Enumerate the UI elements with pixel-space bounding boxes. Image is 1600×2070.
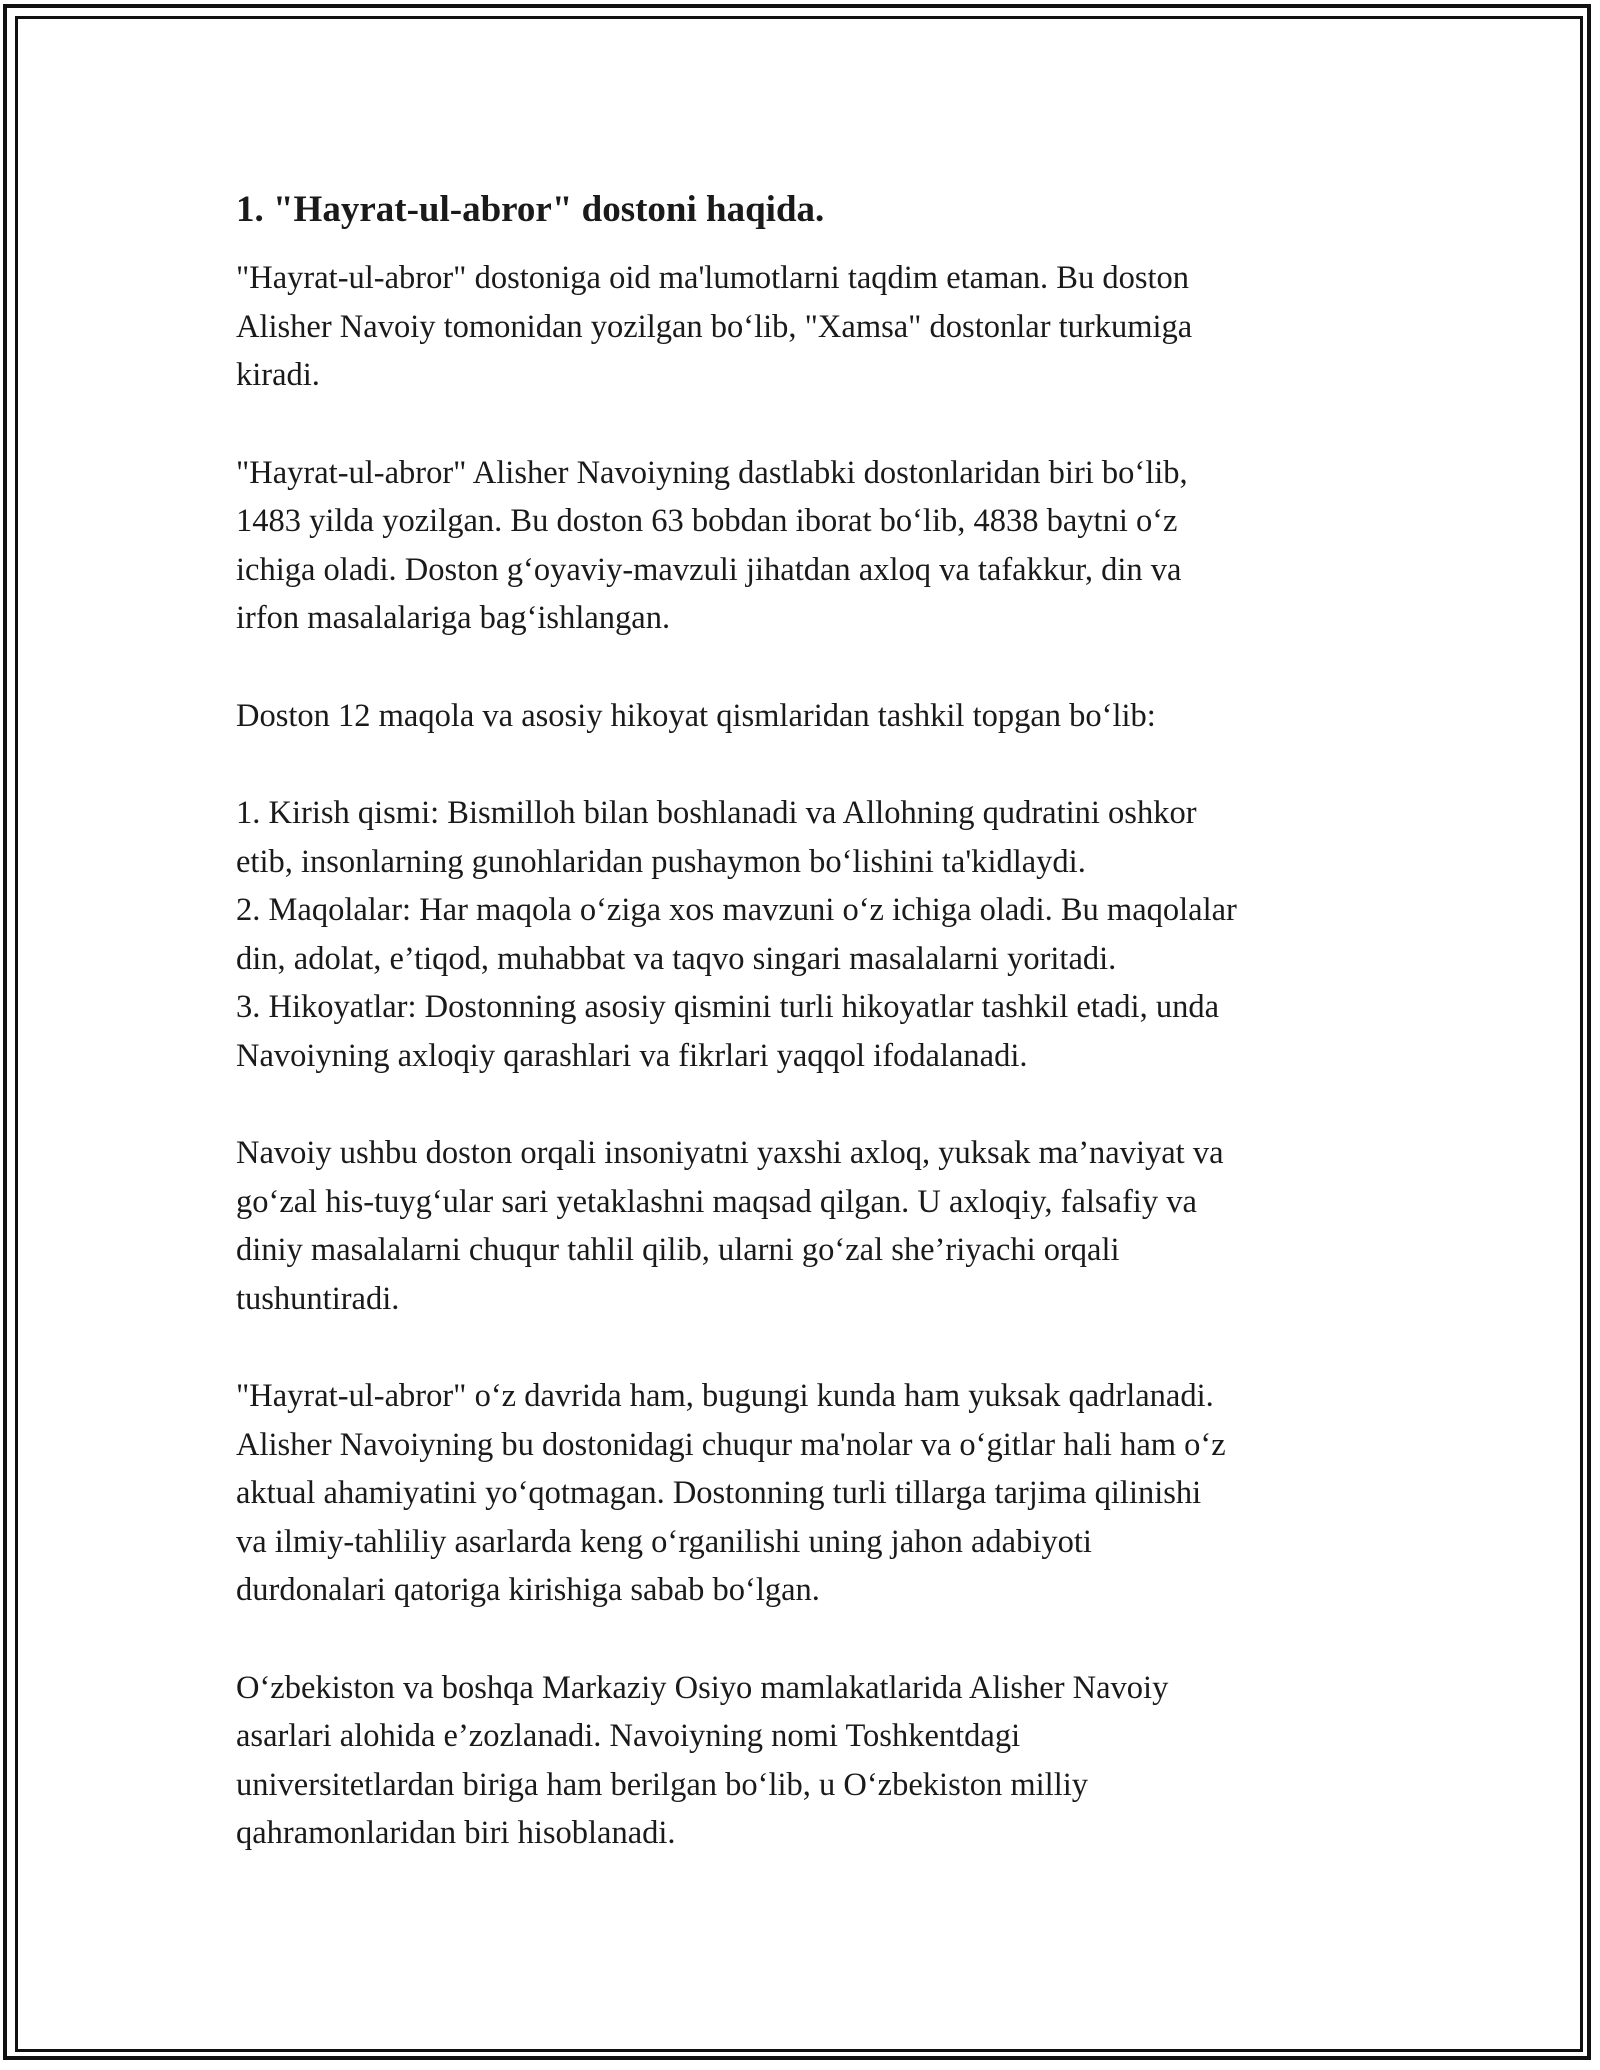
paragraph-recognition: O‘zbekiston va boshqa Markaziy Osiyo mamlakatlarida Alisher Navoiy asarlari alohida e’zozlanadi. Navoiyning nomi Toshkentdagi universitetlardan biriga ham berilgan bo‘lib, u O‘zbekiston milliy qahramonlaridan biri hisoblanadi. xyxy=(236,1669,1169,1851)
document-title: 1. "Hayrat-ul-abror" dostoni haqida. xyxy=(236,189,825,230)
list-item: 3. Hikoyatlar: Dostonning asosiy qismini turli hikoyatlar tashkil etadi, unda Navoiyning axloqiy qarashlari va fikrlari yaqqol ifodalanadi. xyxy=(236,989,1219,1074)
document-body xyxy=(236,186,1386,1907)
paragraph-purpose: Navoiy ushbu doston orqali insoniyatni yaxshi axloq, yuksak ma’naviyat va go‘zal his-tuyg‘ular sari yetaklashni maqsad qilgan. U axloqiy, falsafiy va diniy masalalarni chuqur tahlil qilib, ularni go‘zal she’riyachi orqali tushuntiradi. xyxy=(236,1135,1224,1317)
paragraph-history: "Hayrat-ul-abror" Alisher Navoiyning dastlabki dostonlaridan biri bo‘lib, 1483 yilda yozilgan. Bu doston 63 bobdan iborat bo‘lib, 4838 baytni o‘z ichiga oladi. Doston g‘oyaviy-mavzuli jihatdan axloq va tafakkur, din va irfon masalalariga bag‘ishlangan. xyxy=(236,454,1188,636)
paragraph-structure: Doston 12 maqola va asosiy hikoyat qismlaridan tashkil topgan bo‘lib: xyxy=(236,697,1156,734)
list-item: 2. Maqolalar: Har maqola o‘ziga xos mavzuni o‘z ichiga oladi. Bu maqolalar din, adolat, e’tiqod, muhabbat va taqvo singari masalalarni yoritadi. xyxy=(236,892,1237,977)
intro-paragraph: "Hayrat-ul-abror" dostoniga oid ma'lumotlarni taqdim etaman. Bu doston Alisher Navoiy tomonidan yozilgan bo‘lib, "Xamsa" dostonlar turkumiga kiradi. xyxy=(236,260,1193,393)
list-item: 1. Kirish qismi: Bismilloh bilan boshlanadi va Allohning qudratini oshkor etib, insonlarning gunohlaridan pushaymon bo‘lishini ta'kidlaydi. xyxy=(236,795,1197,880)
structure-list xyxy=(236,789,1386,1080)
paragraph-legacy: "Hayrat-ul-abror" o‘z davrida ham, bugungi kunda ham yuksak qadrlanadi. Alisher Navoiyning bu dostonidagi chuqur ma'nolar va o‘gitlar hali ham o‘z aktual ahamiyatini yo‘qotmagan. Dostonning turli tillarga tarjima qilinishi va ilmiy-tahliliy asarlarda keng o‘rganilishi uning jahon adabiyoti durdonalari qatoriga kirishiga sabab bo‘lgan. xyxy=(236,1378,1226,1608)
